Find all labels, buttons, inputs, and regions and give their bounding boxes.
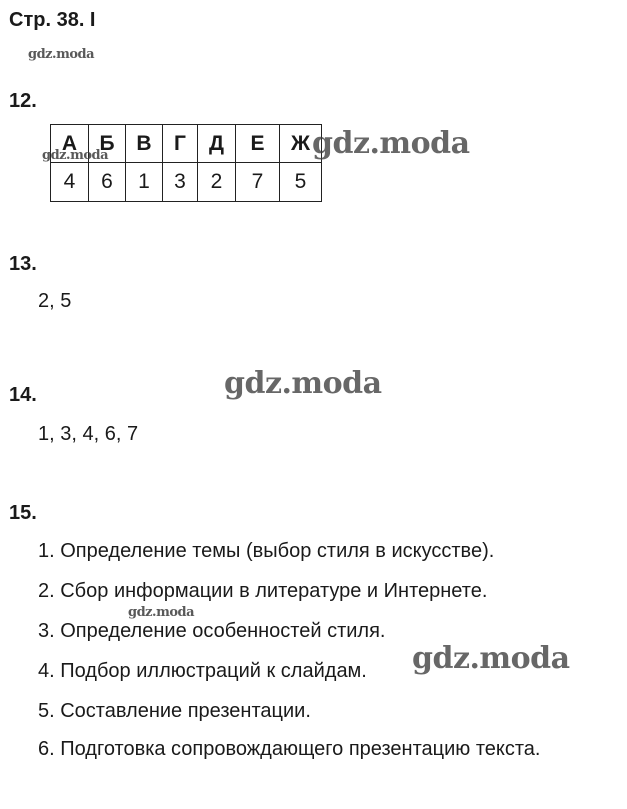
- list-item: 2. Сбор информации в литературе и Интернете.: [38, 580, 488, 602]
- table-cell: 7: [236, 163, 280, 202]
- watermark: gdz.moda: [224, 366, 382, 401]
- table-cell: 3: [163, 163, 198, 202]
- question-number-13: 13.: [9, 253, 37, 275]
- question-number-12: 12.: [9, 90, 37, 112]
- question-number-15: 15.: [9, 502, 37, 524]
- table-header-cell: Д: [198, 125, 236, 163]
- table-header-cell: Ж: [280, 125, 322, 163]
- list-item: 3. Определение особенностей стиля.: [38, 620, 386, 642]
- watermark: gdz.moda: [42, 148, 109, 163]
- watermark: gdz.moda: [312, 126, 470, 161]
- table-cell: 2: [198, 163, 236, 202]
- table-cell: 1: [126, 163, 163, 202]
- list-item: 6. Подготовка сопровождающего презентацию текста.: [38, 738, 541, 760]
- list-item: 5. Составление презентации.: [38, 700, 311, 722]
- table-header-cell: Е: [236, 125, 280, 163]
- page-title: Стр. 38. I: [9, 9, 96, 31]
- list-item: 4. Подбор иллюстраций к слайдам.: [38, 660, 367, 682]
- table-header-cell: Г: [163, 125, 198, 163]
- table-row: [51, 163, 322, 202]
- watermark: gdz.moda: [28, 47, 95, 62]
- answer-13: 2, 5: [38, 290, 72, 312]
- table-cell: 4: [51, 163, 89, 202]
- list-item: 1. Определение темы (выбор стиля в искусстве).: [38, 540, 495, 562]
- watermark: gdz.moda: [412, 641, 570, 676]
- table-header-cell: А: [51, 125, 89, 163]
- table-cell: 5: [280, 163, 322, 202]
- answer-14: 1, 3, 4, 6, 7: [38, 423, 139, 445]
- question-number-14: 14.: [9, 384, 37, 406]
- watermark: gdz.moda: [128, 605, 195, 620]
- table-header-cell: В: [126, 125, 163, 163]
- answer-table: [50, 124, 322, 202]
- table-cell: 6: [89, 163, 126, 202]
- table-header-cell: Б: [89, 125, 126, 163]
